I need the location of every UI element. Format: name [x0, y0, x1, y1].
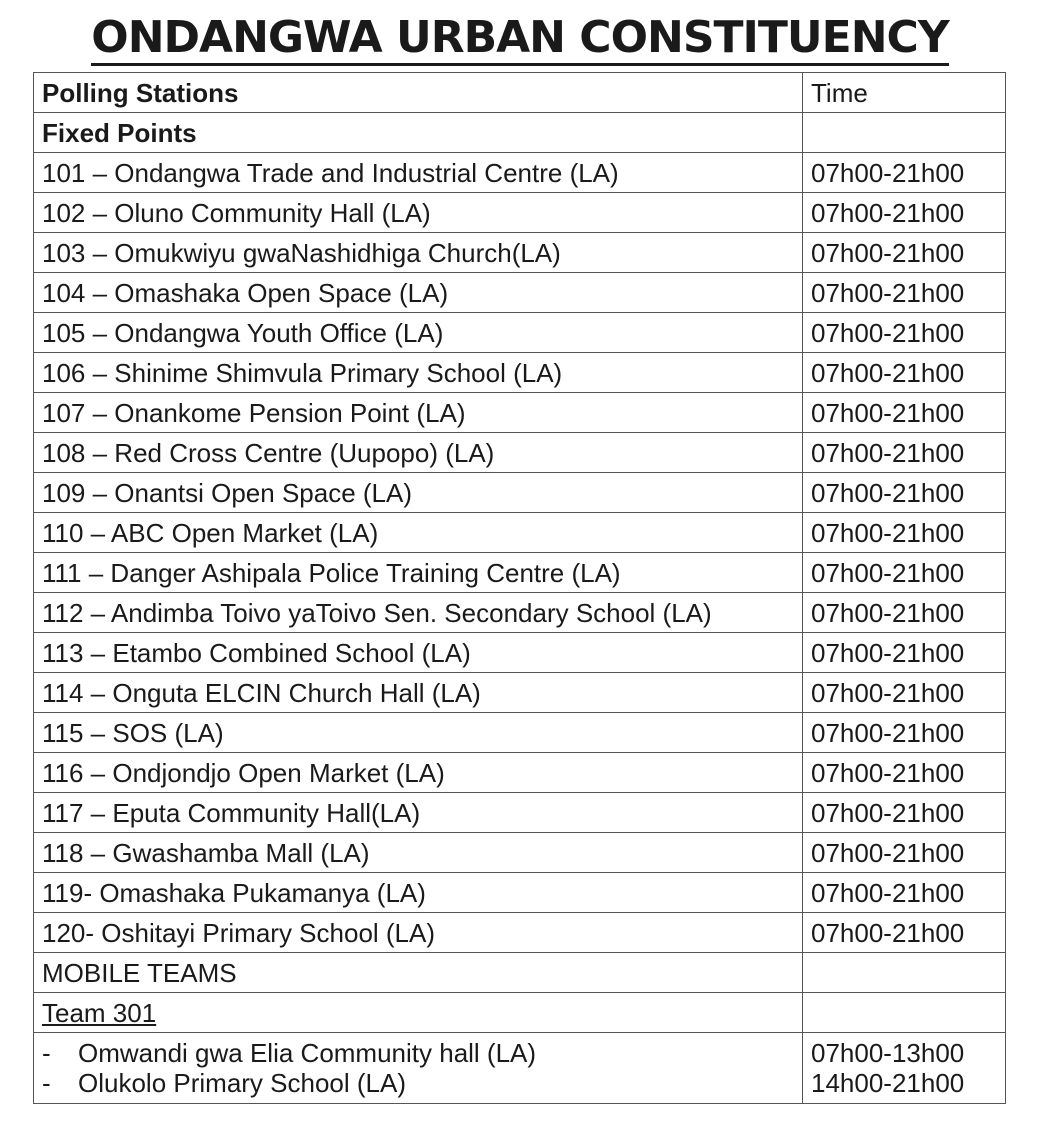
team-stop-time: 14h00-21h00 [811, 1068, 965, 1098]
bullet-dash: - [42, 1068, 51, 1098]
empty-cell [803, 953, 1006, 993]
station-cell: 116 – Ondjondjo Open Market (LA) [34, 753, 803, 793]
table-row [34, 753, 1006, 793]
station-cell: 117 – Eputa Community Hall(LA) [34, 793, 803, 833]
time-cell: 07h00-21h00 [803, 633, 1006, 673]
header-time: Time [803, 73, 1006, 113]
table-row [34, 713, 1006, 753]
table-row [34, 913, 1006, 953]
team-stop [42, 1038, 802, 1068]
table-row [34, 473, 1006, 513]
time-cell: 07h00-21h00 [803, 233, 1006, 273]
time-cell: 07h00-21h00 [803, 593, 1006, 633]
station-cell: 112 – Andimba Toivo yaToivo Sen. Secondary School (LA) [34, 593, 803, 633]
table-row [34, 433, 1006, 473]
time-cell: 07h00-21h00 [803, 273, 1006, 313]
table-row [34, 393, 1006, 433]
polling-stations-table [33, 72, 1006, 1104]
table-row [34, 673, 1006, 713]
header-stations: Polling Stations [34, 73, 803, 113]
team-stop-station: Olukolo Primary School (LA) [78, 1068, 406, 1098]
station-cell: 104 – Omashaka Open Space (LA) [34, 273, 803, 313]
station-cell: 102 – Oluno Community Hall (LA) [34, 193, 803, 233]
time-cell: 07h00-21h00 [803, 193, 1006, 233]
time-cell: 07h00-21h00 [803, 473, 1006, 513]
time-cell: 07h00-21h00 [803, 153, 1006, 193]
mobile-teams-label: MOBILE TEAMS [34, 953, 803, 993]
mobile-teams-row [34, 953, 1006, 993]
station-cell: 114 – Onguta ELCIN Church Hall (LA) [34, 673, 803, 713]
team-stops-cell [34, 1033, 803, 1104]
time-cell: 07h00-21h00 [803, 353, 1006, 393]
station-cell: 119- Omashaka Pukamanya (LA) [34, 873, 803, 913]
fixed-points-row [34, 113, 1006, 153]
table-row [34, 233, 1006, 273]
empty-cell [803, 113, 1006, 153]
page-title-text: ONDANGWA URBAN CONSTITUENCY [91, 13, 948, 66]
time-cell: 07h00-21h00 [803, 753, 1006, 793]
station-cell: 110 – ABC Open Market (LA) [34, 513, 803, 553]
time-cell: 07h00-21h00 [803, 833, 1006, 873]
empty-cell [803, 993, 1006, 1033]
time-cell: 07h00-21h00 [803, 673, 1006, 713]
team-label: Team 301 [34, 993, 803, 1033]
team-times-cell [803, 1033, 1006, 1104]
table-row [34, 873, 1006, 913]
team-stop-time: 07h00-13h00 [811, 1038, 965, 1068]
time-cell: 07h00-21h00 [803, 713, 1006, 753]
table-row [34, 193, 1006, 233]
team-stop-station: Omwandi gwa Elia Community hall (LA) [78, 1038, 537, 1068]
page-title [0, 10, 1040, 66]
table-row [34, 353, 1006, 393]
station-cell: 108 – Red Cross Centre (Uupopo) (LA) [34, 433, 803, 473]
table-row [34, 553, 1006, 593]
team-stops-row [34, 1033, 1006, 1104]
time-cell: 07h00-21h00 [803, 793, 1006, 833]
time-cell: 07h00-21h00 [803, 913, 1006, 953]
table-row [34, 273, 1006, 313]
table-row [34, 513, 1006, 553]
station-cell: 118 – Gwashamba Mall (LA) [34, 833, 803, 873]
table-row [34, 593, 1006, 633]
station-cell: 107 – Onankome Pension Point (LA) [34, 393, 803, 433]
team-stop [42, 1068, 802, 1098]
station-cell: 105 – Ondangwa Youth Office (LA) [34, 313, 803, 353]
bullet-dash: - [42, 1038, 51, 1068]
table-row [34, 793, 1006, 833]
header-row [34, 73, 1006, 113]
time-cell: 07h00-21h00 [803, 553, 1006, 593]
table-row [34, 153, 1006, 193]
table-row [34, 313, 1006, 353]
table-row [34, 633, 1006, 673]
station-cell: 120- Oshitayi Primary School (LA) [34, 913, 803, 953]
station-cell: 115 – SOS (LA) [34, 713, 803, 753]
team-row [34, 993, 1006, 1033]
table-row [34, 833, 1006, 873]
time-cell: 07h00-21h00 [803, 433, 1006, 473]
station-cell: 106 – Shinime Shimvula Primary School (LA) [34, 353, 803, 393]
time-cell: 07h00-21h00 [803, 393, 1006, 433]
time-cell: 07h00-21h00 [803, 313, 1006, 353]
station-cell: 103 – Omukwiyu gwaNashidhiga Church(LA) [34, 233, 803, 273]
fixed-points-label: Fixed Points [34, 113, 803, 153]
station-cell: 101 – Ondangwa Trade and Industrial Centre (LA) [34, 153, 803, 193]
time-cell: 07h00-21h00 [803, 873, 1006, 913]
station-cell: 111 – Danger Ashipala Police Training Centre (LA) [34, 553, 803, 593]
station-cell: 109 – Onantsi Open Space (LA) [34, 473, 803, 513]
station-cell: 113 – Etambo Combined School (LA) [34, 633, 803, 673]
time-cell: 07h00-21h00 [803, 513, 1006, 553]
